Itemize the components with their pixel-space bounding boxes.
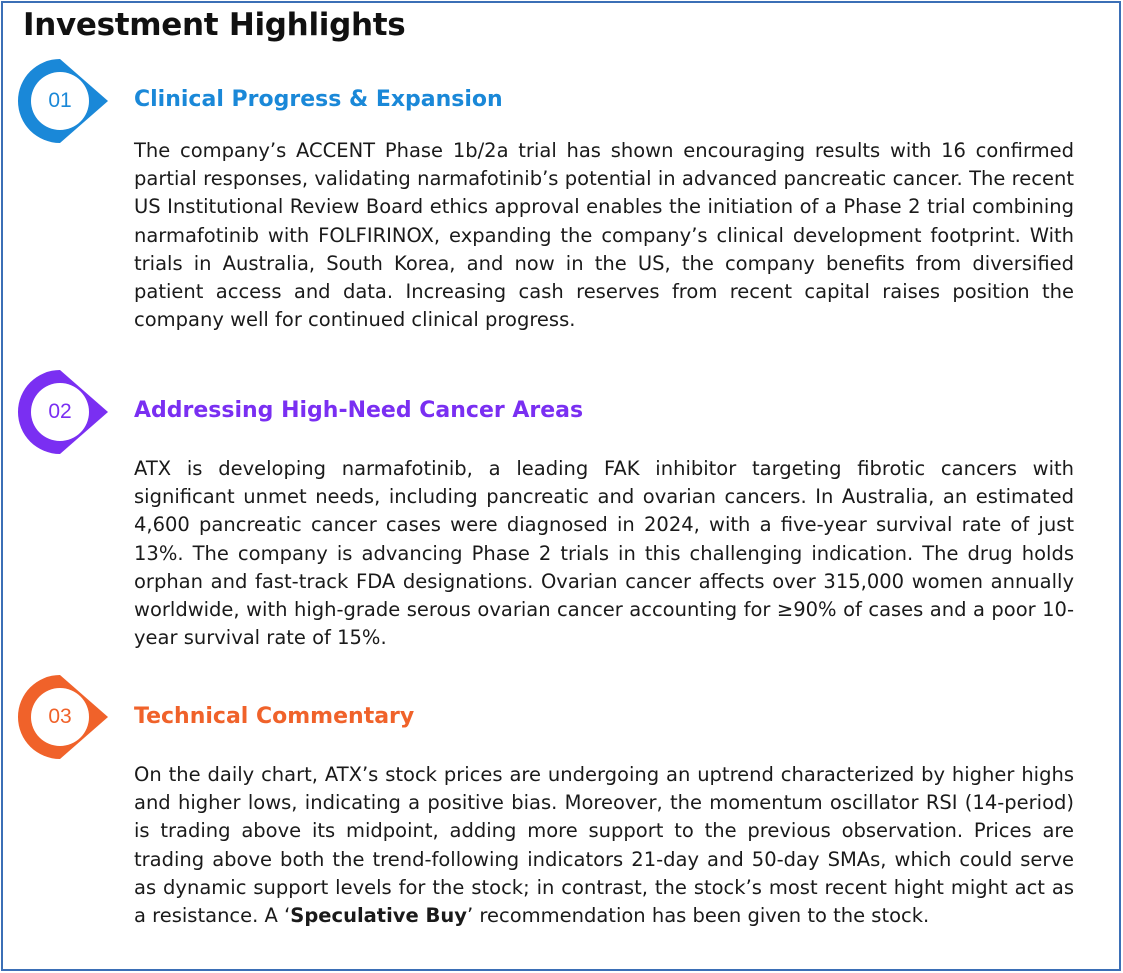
section-heading-technical-commentary: Technical Commentary bbox=[134, 704, 415, 729]
section-number: 01 bbox=[48, 89, 72, 112]
body-text: On the daily chart, ATX’s stock prices are undergoing an uptrend characterized by higher highs and higher lows, indicating a positive bias. Moreover, the momentum oscillator RSI (14-period) is trading above its midpoint, adding more support to the previous observation. Prices are trading above both the trend-following indicators 21-day and 50-day SMAs, which could serve as dynamic support levels for the stock; in contrast, the stock’s most recent hight might act as a resistance. A ‘ bbox=[134, 763, 1074, 928]
section-badge-02 bbox=[13, 364, 111, 460]
investment-highlights-panel bbox=[1, 1, 1121, 971]
section-body-high-need-cancer: ATX is developing narmafotinib, a leading FAK inhibitor targeting fibrotic cancers with significant unmet needs, including pancreatic and ovarian cancers. In Australia, an estimated 4,600 pancreatic cancer cases were diagnosed in 2024, with a five-year survival rate of just 13%. The company is advancing Phase 2 trials in this challenging indication. The drug holds orphan and fast-track FDA designations. Ovarian cancer affects over 315,000 women annually worldwide, with high-grade serous ovarian cancer accounting for ≥90% of cases and a poor 10-year survival rate of 15%. bbox=[134, 457, 1074, 650]
section-body-clinical-progress: The company’s ACCENT Phase 1b/2a trial has shown encouraging results with 16 confirmed partial responses, validating narmafotinib’s potential in advanced pancreatic cancer. The recent US Institutional Review Board ethics approval enables the initiation of a Phase 2 trial combining narmafotinib with FOLFIRINOX, expanding the company’s clinical development footprint. With trials in Australia, South Korea, and now in the US, the company benefits from diversified patient access and data. Increasing cash reserves from recent capital raises position the company well for continued clinical progress. bbox=[134, 139, 1074, 332]
section-body-technical-commentary bbox=[134, 761, 1074, 930]
section-heading-high-need-cancer: Addressing High-Need Cancer Areas bbox=[134, 398, 584, 423]
section-number: 03 bbox=[48, 705, 72, 728]
page-title: Investment Highlights bbox=[23, 7, 406, 43]
section-badge-03 bbox=[13, 669, 111, 765]
recommendation-text: Speculative Buy bbox=[290, 904, 467, 928]
section-badge-01 bbox=[13, 53, 111, 149]
section-number: 02 bbox=[48, 400, 72, 423]
body-text: ’ recommendation has been given to the stock. bbox=[466, 904, 930, 928]
section-heading-clinical-progress: Clinical Progress & Expansion bbox=[134, 87, 503, 112]
